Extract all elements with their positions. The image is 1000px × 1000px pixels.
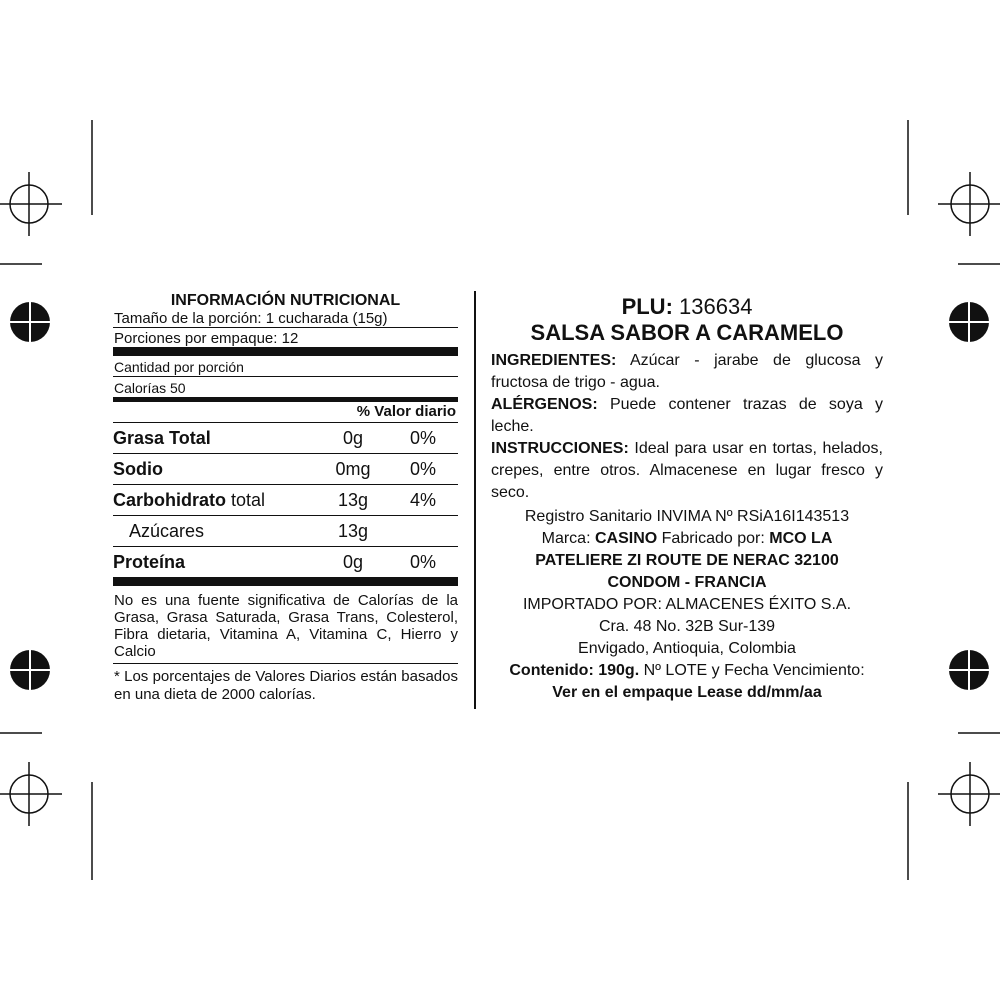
- amount-per-serving: Cantidad por porción: [113, 356, 458, 377]
- nutrient-name: Carbohidrato total: [113, 489, 266, 510]
- instructions: INSTRUCCIONES: Ideal para usar en tortas, helados, crepes, entre otros. Almacenese en lugar fresco y seco.: [491, 440, 883, 501]
- thick-rule: [113, 577, 458, 586]
- importer-address-1: Cra. 48 No. 32B Sur-139: [598, 618, 776, 635]
- nutrient-name: Grasa Total: [113, 427, 211, 448]
- nutrition-facts-panel: [113, 291, 458, 704]
- nutrient-row-total-fat: [113, 423, 458, 454]
- plu-code: PLU: 136634: [621, 294, 753, 319]
- manufacturer-address-2: CONDOM - FRANCIA: [607, 574, 767, 591]
- nutrient-amount: 0g: [342, 551, 364, 572]
- nutrient-percent: 0%: [409, 427, 436, 448]
- servings-per-container: Porciones por empaque: 12: [114, 330, 299, 347]
- nutrient-percent: 0%: [409, 551, 436, 572]
- serving-size: Tamaño de la porción: 1 cucharada (15g): [113, 310, 458, 328]
- importer-address-2: Envigado, Antioquia, Colombia: [578, 640, 796, 657]
- allergens: ALÉRGENOS: Puede contener trazas de soya y leche.: [491, 396, 883, 435]
- see-package: Ver en el empaque Lease dd/mm/aa: [552, 684, 822, 701]
- panel-divider: [474, 291, 476, 709]
- brand-manufacturer: Marca: CASINO Fabricado por: MCO LA: [541, 530, 833, 547]
- footnote-daily-values: * Los porcentajes de Valores Diarios están basados en una dieta de 2000 calorías.: [114, 668, 458, 703]
- product-name: SALSA SABOR A CARAMELO: [530, 320, 844, 345]
- nutrient-row-carbohydrate: [113, 485, 458, 516]
- nutrient-percent: 4%: [409, 489, 436, 510]
- nutrient-amount: 13g: [337, 520, 369, 541]
- nutrient-name: Azúcares: [129, 520, 205, 541]
- nutrient-percent: 0%: [409, 458, 436, 479]
- importer: IMPORTADO POR: ALMACENES ÉXITO S.A.: [522, 596, 852, 613]
- content-and-lot: Contenido: 190g. Nº LOTE y Fecha Vencimiento:: [509, 662, 865, 679]
- sanitary-registration: Registro Sanitario INVIMA Nº RSiA16I143513: [524, 508, 850, 525]
- nutrient-amount: 13g: [337, 489, 369, 510]
- nutrient-row-sodium: [113, 454, 458, 485]
- nutrient-row-sugars: [113, 516, 458, 547]
- footnote-not-significant: No es una fuente significativa de Calorías de la Grasa, Grasa Saturada, Grasa Trans, Colesterol, Fibra dietaria, Vitamina A, Vitamina C, Hierro y Calcio: [113, 586, 458, 664]
- nutrition-title: INFORMACIÓN NUTRICIONAL: [170, 292, 401, 309]
- nutrient-amount: 0g: [342, 427, 364, 448]
- calories: Calorías 50: [114, 380, 186, 396]
- ingredients: INGREDIENTES: Azúcar - jarabe de glucosa y fructosa de trigo - agua.: [491, 352, 883, 391]
- manufacturer-address-1: PATELIERE ZI ROUTE DE NERAC 32100: [535, 552, 839, 569]
- product-info-panel: [491, 293, 883, 704]
- nutrient-amount: 0mg: [335, 458, 371, 479]
- daily-value-header: % Valor diario: [113, 402, 458, 423]
- nutrient-name: Sodio: [113, 458, 163, 479]
- thick-rule: [113, 347, 458, 356]
- nutrient-row-protein: [113, 547, 458, 577]
- nutrient-name: Proteína: [113, 551, 186, 572]
